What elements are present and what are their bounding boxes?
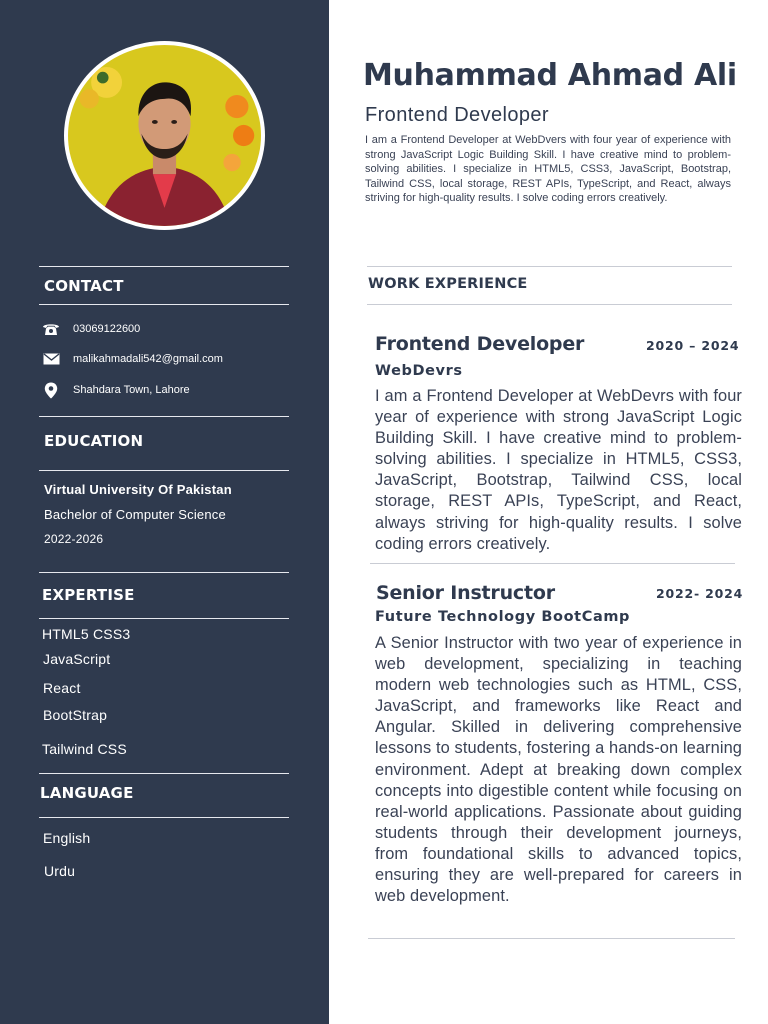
contact-location [42, 382, 190, 398]
divider [368, 938, 735, 939]
divider [367, 304, 732, 305]
contact-email [42, 351, 223, 367]
expertise-item: HTML5 CSS3 [42, 626, 131, 642]
contact-phone [42, 321, 140, 337]
job-title: Frontend Developer [375, 333, 585, 355]
education-heading: EDUCATION [44, 432, 144, 450]
divider [39, 773, 289, 774]
job-title: Senior Instructor [376, 582, 555, 604]
job-dates: 2022- 2024 [656, 586, 744, 601]
job-description: I am a Frontend Developer at WebDevrs with four year of experience with strong JavaScript Logic Building Skill. I have creative mind to problem-solving abilities. I specialize in HTML5, CSS3, JavaScript, Bootstrap, Tailwind CSS, local storage, REST APIs, TypeScript, and React, always striving for high-quality results. I solve coding errors creatively. [375, 387, 742, 553]
job-description: A Senior Instructor with two year of experience in web development, specializing in teaching modern web technologies such as HTML, CSS, JavaScript, and frameworks like React and Angular. Skilled in delivering comprehensive lessons to students, fostering a hands-on learning environment. Adept at breaking down complex concepts into digestible content while focusing on real-world applications. Passionate about guiding students through their development journeys, from foundational skills to advanced topics, ensuring they are well-prepared for careers in web development. [375, 634, 742, 906]
divider [367, 266, 732, 267]
expertise-item: React [43, 680, 81, 696]
contact-heading: CONTACT [44, 277, 124, 295]
divider [39, 266, 289, 267]
expertise-item: JavaScript [43, 651, 111, 667]
job-company: WebDevrs [375, 363, 463, 379]
job-company: Future Technology BootCamp [375, 609, 631, 625]
divider [370, 563, 735, 564]
language-item: Urdu [44, 863, 76, 879]
language-item: English [43, 830, 91, 846]
expertise-heading: EXPERTISE [42, 586, 135, 604]
divider [39, 572, 289, 573]
profile-title: Frontend Developer [365, 104, 549, 126]
education-degree: Bachelor of Computer Science [44, 507, 226, 522]
expertise-item: Tailwind CSS [42, 741, 127, 757]
profile-summary: I am a Frontend Developer at WebDvers with four year of experience with strong JavaScript Logic Building Skill. I have creative mind to problem-solving abilities. I specialize in HTML5, CSS3, JavaScript, Bootstrap, Tailwind CSS, local storage, REST APIs, TypeScript, and React, always striving for high-quality results. I solve coding errors creatively. [365, 134, 731, 205]
profile-photo-illustration [68, 45, 261, 226]
phone-icon [42, 321, 60, 337]
divider [39, 304, 289, 305]
profile-name: Muhammad Ahmad Ali [363, 58, 737, 93]
work-experience-heading: WORK EXPERIENCE [368, 276, 528, 292]
contact-email-text[interactable]: malikahmadali542@gmail.com [73, 353, 223, 365]
education-school: Virtual University Of Pakistan [44, 482, 232, 497]
mail-icon [42, 351, 60, 367]
location-pin-icon [42, 382, 60, 398]
contact-location-text: Shahdara Town, Lahore [73, 384, 190, 396]
profile-photo [64, 41, 265, 230]
divider [39, 817, 289, 818]
expertise-item: BootStrap [43, 707, 108, 723]
divider [39, 618, 289, 619]
contact-phone-text[interactable]: 03069122600 [73, 323, 141, 335]
divider [39, 416, 289, 417]
sidebar [0, 0, 329, 1024]
education-years: 2022-2026 [44, 532, 104, 546]
job-dates: 2020 – 2024 [646, 338, 740, 353]
language-heading: LANGUAGE [40, 784, 134, 802]
divider [39, 470, 289, 471]
